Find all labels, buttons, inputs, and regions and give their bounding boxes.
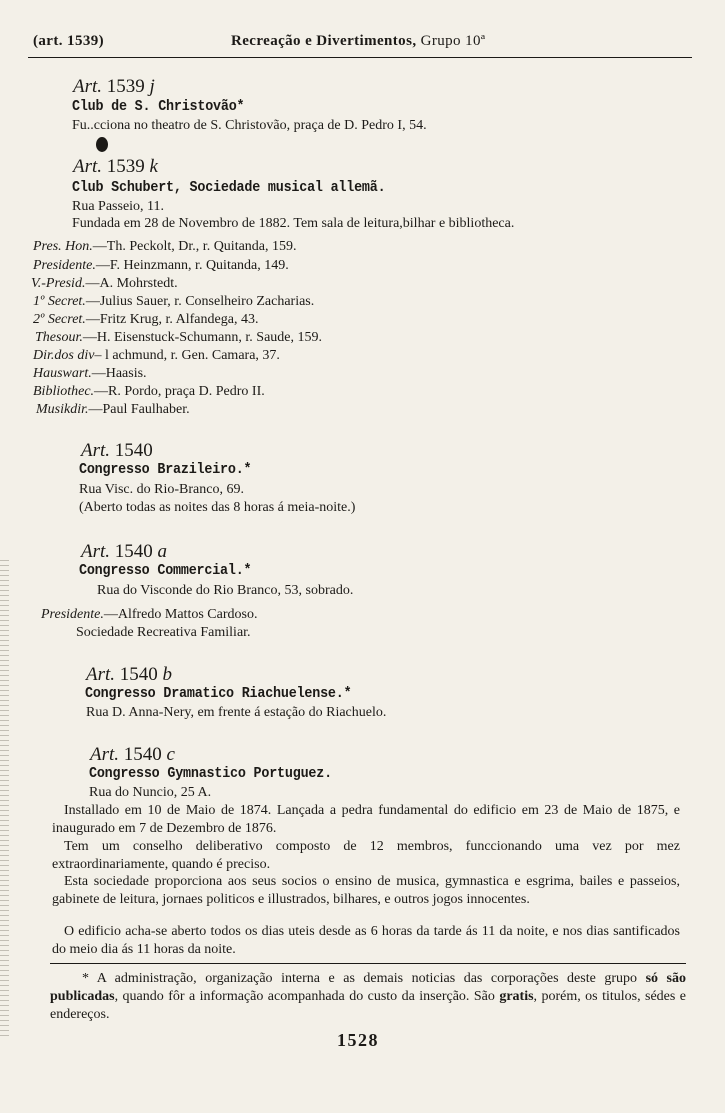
running-ref: (art. 1539) [33,33,105,49]
paragraph: Esta sociedade proporciona aos seus socios o ensino de musica, gymnastica e esgrima, bailes e passeios, gabinete de leitura, jornaes politicos e illustrados, bilhares, e outros jogos innocentes. [52,874,680,907]
article-number: Art. 1540 c [90,744,175,765]
scan-specks [0,560,9,1040]
entry-line: Rua D. Anna-Nery, em frente á estação do Riachuelo. [86,705,387,720]
member-line: 1º Secret.—Julius Sauer, r. Conselheiro Zacharias. [33,294,315,309]
member-line: V.-Presid.—A. Mohrstedt. [31,276,178,291]
member-line: Hauswart.—Haasis. [33,366,147,381]
entry-line: Rua Visc. do Rio-Branco, 69. [79,482,244,497]
running-title: Recreação e Divertimentos, Grupo 10ª [231,33,486,49]
member-line: Dir.dos div– l achmund, r. Gen. Camara, 37. [33,348,280,363]
article-number: Art. 1539 k [73,156,158,177]
member-line: Presidente.—F. Heinzmann, r. Quitanda, 149. [33,258,289,273]
entry-name: Club Schubert, Sociedade musical allemã. [72,179,386,197]
paragraph: Tem um conselho deliberativo composto de 12 membros, funccionando uma vez por mez extraordinariamente, quando é preciso. [52,839,680,872]
member-line: Musikdir.—Paul Faulhaber. [36,402,190,417]
ink-blot [96,137,108,152]
entry-name: Congresso Dramatico Riachuelense.* [85,685,352,703]
member-line: Thesour.—H. Eisenstuck-Schumann, r. Saude, 159. [35,330,322,345]
entry-line: Fundada em 28 de Novembro de 1882. Tem sala de leitura,bilhar e bibliotheca. [72,216,515,231]
header-rule [28,57,692,58]
entry-line: Rua do Nuncio, 25 A. [89,785,212,800]
member-line: Bibliothec.—R. Pordo, praça D. Pedro II. [33,384,265,399]
paragraph: Installado em 10 de Maio de 1874. Lançada a pedra fundamental do edificio em 23 de Maio de 1875, e inaugurado em 7 de Dezembro de 1876. [52,803,680,836]
entry-line: Sociedade Recreativa Familiar. [76,625,251,640]
footnote: * A administração, organização interna e as demais noticias das corporações deste grupo só são publicadas, quando fôr a informação acompanhada do custo da inserção. São gratis, porém, os titulos, sédes e endereços. [50,971,686,1022]
entry-line: Rua do Visconde do Rio Branco, 53, sobrado. [97,583,354,598]
page-number: 1528 [337,1030,379,1050]
article-number: Art. 1539 j [73,76,155,97]
entry-line: Rua Passeio, 11. [72,199,165,214]
article-number: Art. 1540 [81,440,153,461]
article-number: Art. 1540 a [81,541,168,562]
entry-line: Fu..cciona no theatro de S. Christovão, praça de D. Pedro I, 54. [72,118,427,133]
entry-line: (Aberto todas as noites das 8 horas á meia-noite.) [79,500,356,515]
member-line: 2º Secret.—Fritz Krug, r. Alfandega, 43. [33,312,259,327]
paragraph: O edificio acha-se aberto todos os dias uteis desde as 6 horas da tarde ás 11 da noite, e nos dias santificados do meio dia ás 11 horas da noite. [52,924,680,957]
footnote-rule [50,963,686,964]
article-number: Art. 1540 b [86,664,173,685]
entry-name: Congresso Gymnastico Portuguez. [89,765,332,783]
entry-name: Club de S. Christovão* [72,98,245,116]
member-line: Pres. Hon.—Th. Peckolt, Dr., r. Quitanda, 159. [33,239,297,254]
entry-name: Congresso Commercial.* [79,562,252,580]
entry-name: Congresso Brazileiro.* [79,461,252,479]
member-line: Presidente.—Alfredo Mattos Cardoso. [41,607,258,622]
